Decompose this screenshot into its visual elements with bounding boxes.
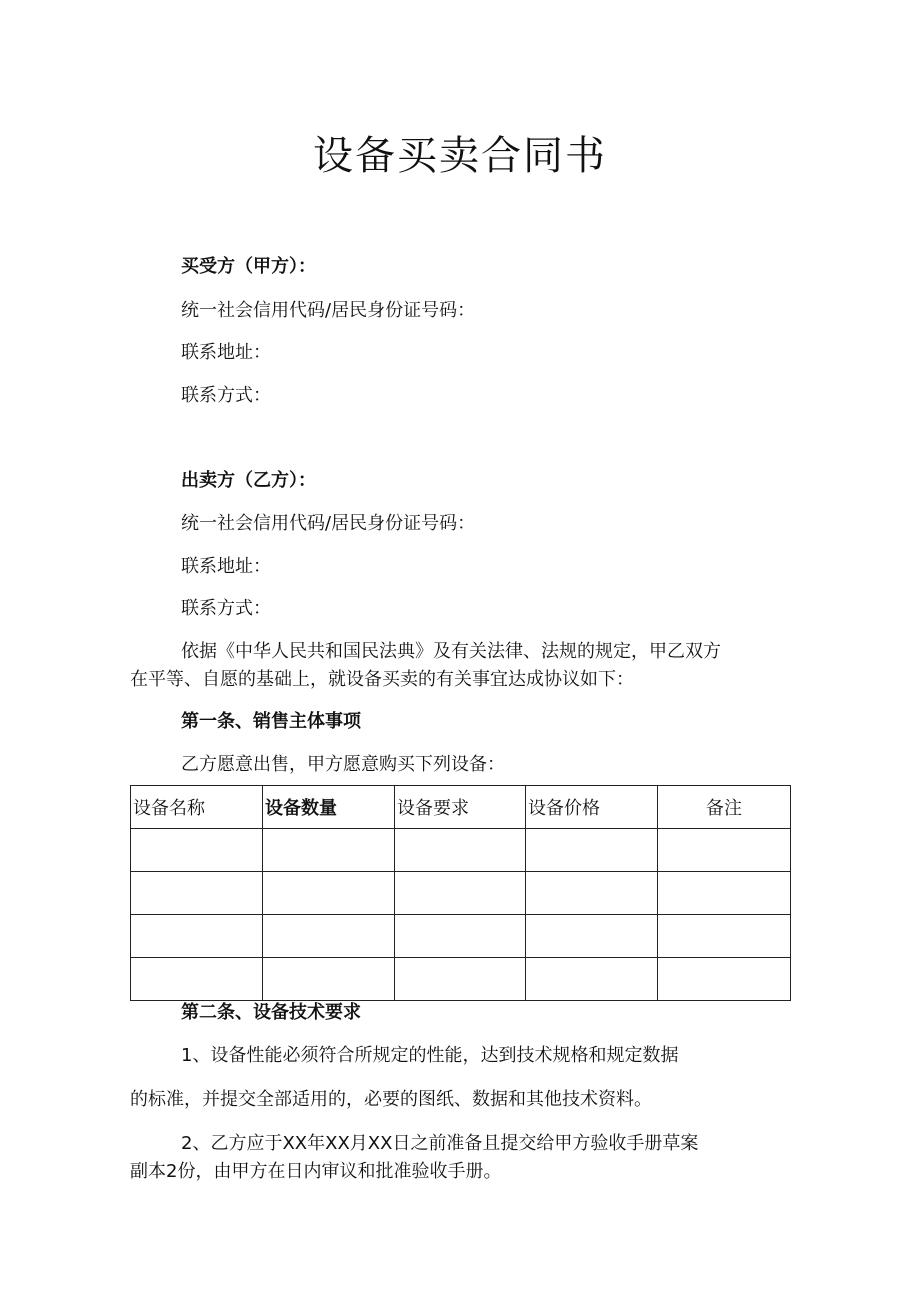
table-cell (526, 872, 658, 915)
seller-address-label: 联系地址： (181, 556, 271, 577)
article2-item2-line1: 2、乙方应于XX年XX月XX日之前准备且提交给甲方验收手册草案 (181, 1133, 699, 1154)
article2-heading: 第二条、设备技术要求 (181, 1002, 361, 1023)
table-cell (526, 829, 658, 872)
table-cell (526, 958, 658, 1001)
table-cell (395, 829, 526, 872)
preamble-line-2: 在平等、自愿的基础上，就设备买卖的有关事宜达成协议如下： (130, 669, 634, 690)
buyer-credit-code-label: 统一社会信用代码/居民身份证号码： (181, 300, 476, 321)
header-remarks: 备注 (658, 786, 791, 829)
equipment-table (130, 785, 791, 1001)
header-equipment-name: 设备名称 (131, 786, 263, 829)
article2-item1-line2: 的标准，并提交全部适用的，必要的图纸、数据和其他技术资料。 (130, 1089, 652, 1110)
header-equipment-requirement: 设备要求 (395, 786, 526, 829)
table-row (131, 958, 791, 1001)
seller-credit-code-label: 统一社会信用代码/居民身份证号码： (181, 513, 476, 534)
article1-heading: 第一条、销售主体事项 (181, 711, 361, 732)
seller-contact-label: 联系方式： (181, 598, 271, 619)
header-equipment-price: 设备价格 (526, 786, 658, 829)
preamble-line-1: 依据《中华人民共和国民法典》及有关法律、法规的规定，甲乙双方 (181, 641, 721, 662)
table-cell (658, 958, 791, 1001)
table-cell (131, 958, 263, 1001)
table-cell (658, 872, 791, 915)
table-cell (263, 872, 395, 915)
table-cell (131, 829, 263, 872)
table-row (131, 829, 791, 872)
header-equipment-quantity: 设备数量 (263, 786, 395, 829)
table-cell (658, 915, 791, 958)
table-row (131, 915, 791, 958)
article2-item2-line2: 副本2份，由甲方在日内审议和批准验收手册。 (130, 1161, 502, 1182)
table-cell (263, 958, 395, 1001)
table-cell (131, 915, 263, 958)
table-cell (395, 958, 526, 1001)
table-cell (131, 872, 263, 915)
table-header-row (131, 786, 791, 829)
article2-item1-line1: 1、设备性能必须符合所规定的性能，达到技术规格和规定数据 (181, 1045, 679, 1066)
table-cell (395, 872, 526, 915)
buyer-address-label: 联系地址： (181, 342, 271, 363)
table-cell (658, 829, 791, 872)
table-cell (263, 915, 395, 958)
article1-intro: 乙方愿意出售，甲方愿意购买下列设备： (181, 754, 505, 775)
buyer-heading: 买受方（甲方）： (181, 256, 316, 277)
table-row (131, 872, 791, 915)
table-cell (395, 915, 526, 958)
buyer-contact-label: 联系方式： (181, 385, 271, 406)
table-cell (263, 829, 395, 872)
table-cell (526, 915, 658, 958)
document-title: 设备买卖合同书 (313, 133, 607, 179)
seller-heading: 出卖方（乙方）： (181, 470, 316, 491)
